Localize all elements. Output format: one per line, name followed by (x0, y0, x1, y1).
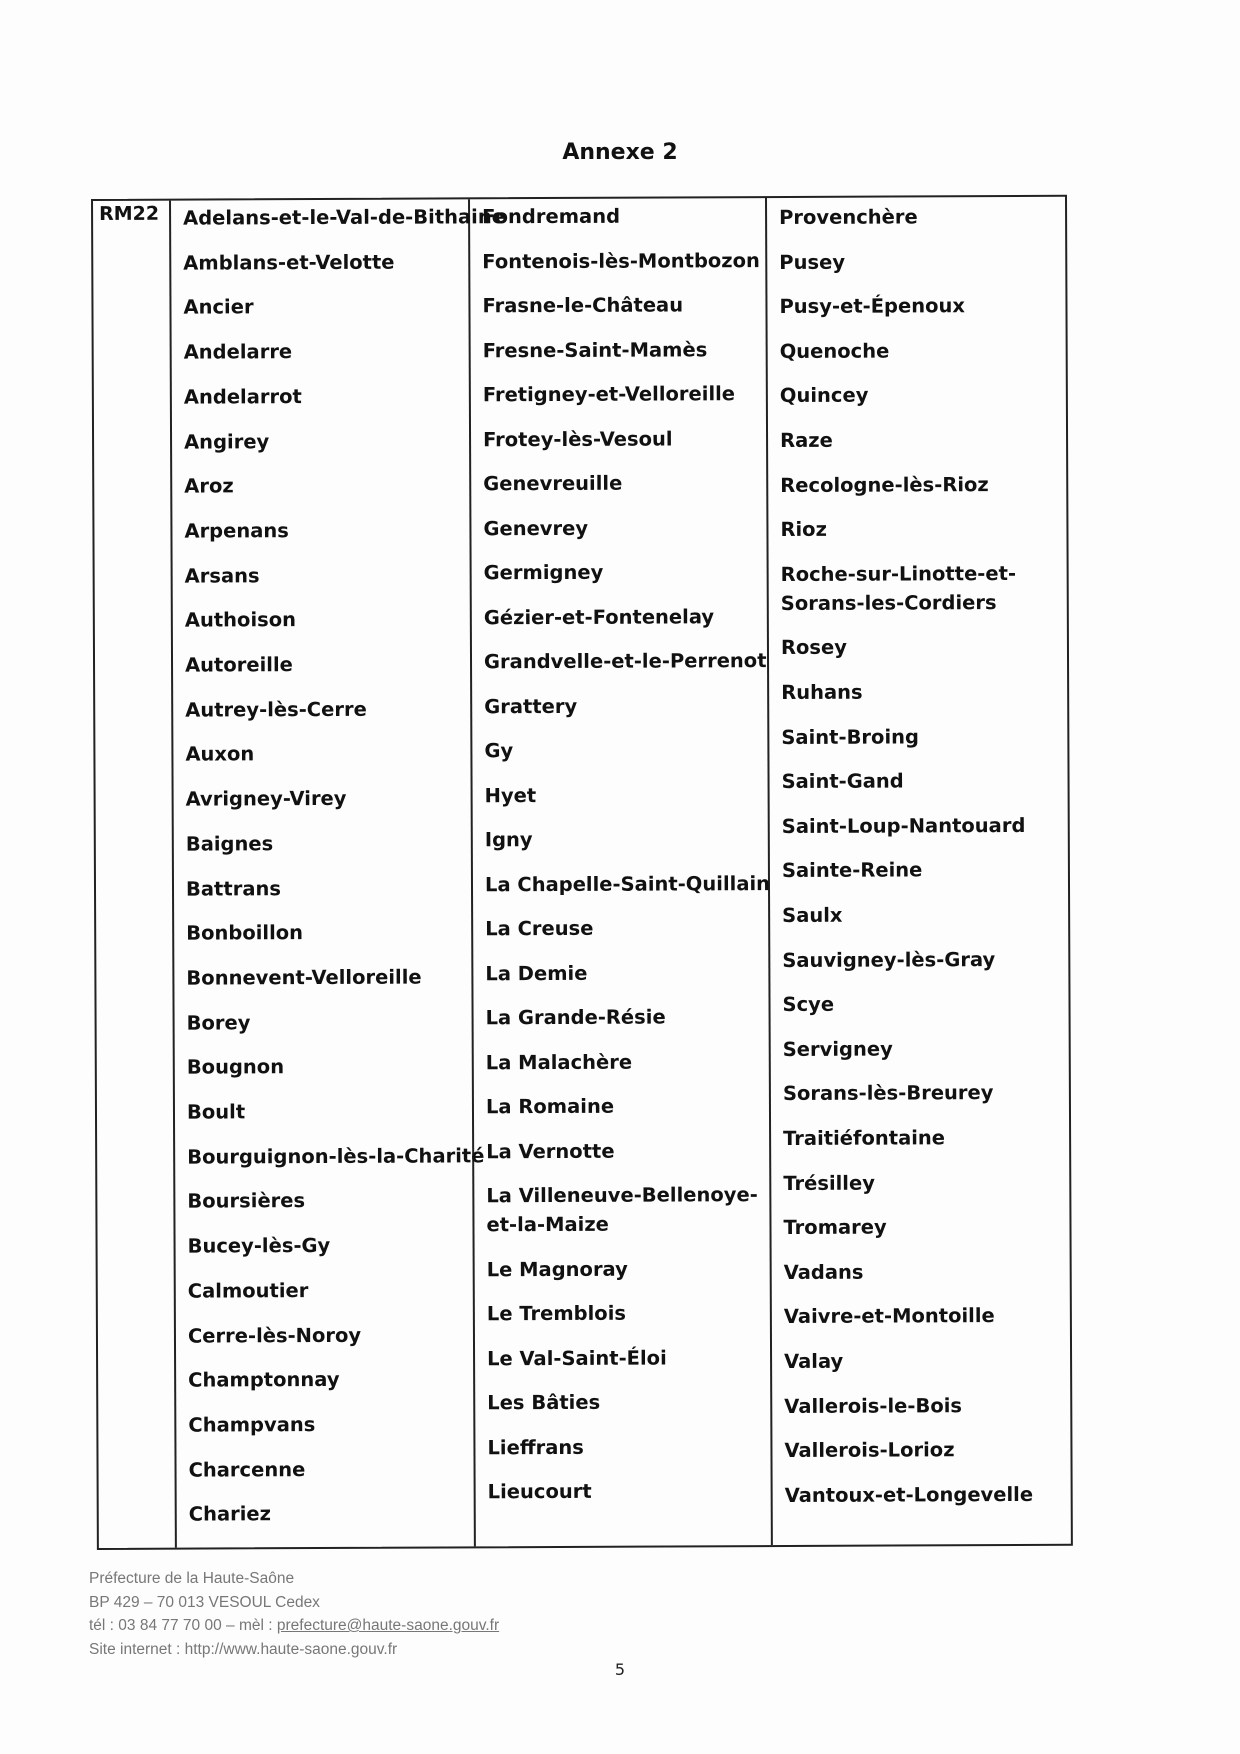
page-number: 5 (614, 1660, 626, 1679)
commune-name: Gy (484, 739, 514, 763)
commune-name: Valay (784, 1349, 844, 1373)
commune-name: Pusey (779, 250, 846, 274)
page-title: Annexe 2 (562, 140, 678, 165)
commune-name: Ancier (183, 295, 254, 319)
commune-name: Autrey-lès-Cerre (185, 697, 367, 722)
commune-name: Germigney (483, 560, 604, 585)
commune-name: Champvans (188, 1412, 316, 1437)
commune-name: Sorans-lès-Breurey (782, 1081, 994, 1106)
commune-name: Les Bâties (487, 1390, 601, 1415)
commune-name: La Villeneuve-Bellenoye-et-la-Maize (486, 1183, 758, 1237)
commune-name: Fontenois-lès-Montbozon (482, 248, 760, 273)
commune-name: Ruhans (781, 680, 863, 704)
commune-column-3 (779, 197, 1065, 1507)
commune-name: Le Val-Saint-Éloi (487, 1345, 667, 1370)
commune-name: Champtonnay (188, 1368, 340, 1392)
footer-address: BP 429 – 70 013 VESOUL Cedex (89, 1593, 320, 1611)
commune-name: Aroz (184, 474, 234, 498)
commune-name: Rosey (780, 636, 847, 660)
commune-name: Auxon (185, 742, 255, 766)
commune-name: Le Magnoray (486, 1257, 628, 1281)
commune-name: Charcenne (188, 1457, 306, 1482)
column-divider (169, 201, 177, 1548)
commune-name: Bonnevent-Velloreille (186, 965, 422, 990)
commune-column-1 (183, 199, 506, 1526)
commune-name: Amblans-et-Velotte (183, 250, 395, 275)
commune-name: La Demie (485, 961, 588, 985)
commune-name: Bourguignon-lès-la-Charité (187, 1143, 485, 1169)
commune-column-2 (482, 198, 771, 1504)
commune-name: Recologne-lès-Rioz (780, 472, 989, 497)
commune-name: Rioz (780, 517, 827, 542)
commune-name: Saint-Loup-Nantouard (781, 813, 1026, 838)
commune-name: Lieffrans (487, 1435, 584, 1459)
commune-name: Tromarey (783, 1215, 887, 1240)
commune-name: Cerre-lès-Noroy (187, 1323, 362, 1348)
commune-name: Saint-Broing (781, 724, 919, 749)
commune-name: Grattery (484, 694, 578, 718)
commune-name: Fretigney-et-Velloreille (482, 382, 736, 407)
commune-name: La Grande-Résie (485, 1005, 666, 1030)
commune-name: Andelarre (183, 340, 293, 364)
commune-name: Borey (186, 1010, 251, 1035)
commune-name: Pusy-et-Épenoux (779, 294, 966, 319)
commune-name: Arsans (184, 563, 260, 588)
commune-name: La Creuse (485, 916, 594, 941)
commune-name: La Chapelle-Saint-Quillain (484, 871, 771, 896)
commune-name: Igny (484, 828, 533, 852)
zone-code: RM22 (99, 202, 160, 225)
commune-name: Sauvigney-lès-Gray (782, 947, 996, 972)
commune-name: Baignes (185, 832, 274, 856)
commune-name: Gézier-et-Fontenelay (483, 604, 715, 629)
commune-name: Saulx (782, 903, 843, 927)
footer-email-link[interactable]: prefecture@haute-saone.gouv.fr (276, 1617, 500, 1634)
commune-name: La Vernotte (486, 1139, 615, 1163)
commune-name: Quincey (779, 384, 869, 408)
commune-name: Frasne-le-Château (482, 293, 684, 318)
commune-name: Fresne-Saint-Mamès (482, 337, 708, 362)
commune-name: Avrigney-Virey (185, 786, 347, 811)
commune-name: Bougnon (186, 1055, 285, 1079)
commune-name: Calmoutier (187, 1278, 309, 1303)
commune-name: Vallerois-Lorioz (784, 1438, 955, 1463)
commune-name: Saint-Gand (781, 769, 904, 794)
commune-name: Quenoche (779, 339, 890, 363)
commune-name: Vallerois-le-Bois (784, 1393, 963, 1418)
commune-name: Sainte-Reine (781, 858, 923, 883)
commune-name: La Malachère (485, 1050, 633, 1074)
commune-name: Bonboillon (186, 921, 304, 945)
commune-name: Bucey-lès-Gy (187, 1234, 331, 1258)
commune-name: Hyet (484, 783, 537, 807)
commune-name: Roche-sur-Linotte-et-Sorans-les-Cordiers (780, 561, 1017, 615)
commune-name: Boursières (187, 1189, 306, 1213)
commune-name: Scye (782, 992, 835, 1017)
commune-name: Chariez (188, 1502, 272, 1526)
commune-name: Boult (186, 1100, 246, 1124)
commune-name: Grandvelle-et-le-Perrenot (483, 649, 767, 674)
commune-name: Lieucourt (487, 1479, 592, 1504)
commune-name: Arpenans (184, 519, 289, 543)
commune-name: Genevrey (483, 516, 589, 540)
footer (89, 1567, 499, 1661)
commune-name: Authoison (184, 608, 297, 632)
commune-name: Andelarrot (183, 384, 302, 409)
commune-name: Raze (780, 428, 833, 452)
commune-name: Provenchère (779, 205, 918, 229)
commune-name: Genevreuille (483, 471, 623, 496)
commune-name: Le Tremblois (486, 1301, 627, 1326)
commune-name: La Romaine (485, 1094, 615, 1119)
commune-name: Vantoux-et-Longevelle (784, 1482, 1034, 1507)
commune-name: Frotey-lès-Vesoul (483, 426, 673, 451)
footer-website: Site internet : http://www.haute-saone.gouv.fr (89, 1640, 398, 1658)
commune-name: Vadans (783, 1260, 864, 1284)
commune-name: Fondremand (482, 204, 621, 229)
commune-name: Trésilley (783, 1171, 875, 1195)
commune-name: Angirey (184, 429, 270, 454)
commune-name: Traitiéfontaine (783, 1126, 946, 1150)
commune-name: Autoreille (184, 653, 293, 677)
commune-name: Battrans (185, 876, 281, 901)
footer-prefecture: Préfecture de la Haute-Saône (89, 1570, 295, 1587)
footer-phone: tél : 03 84 77 70 00 – mèl : (89, 1617, 277, 1634)
communes-table (91, 195, 1073, 1550)
commune-name: Servigney (782, 1037, 893, 1061)
footer-contact (89, 1614, 499, 1638)
commune-name: Vaivre-et-Montoille (783, 1304, 995, 1329)
commune-name: Adelans-et-le-Val-de-Bithaine (183, 205, 506, 230)
